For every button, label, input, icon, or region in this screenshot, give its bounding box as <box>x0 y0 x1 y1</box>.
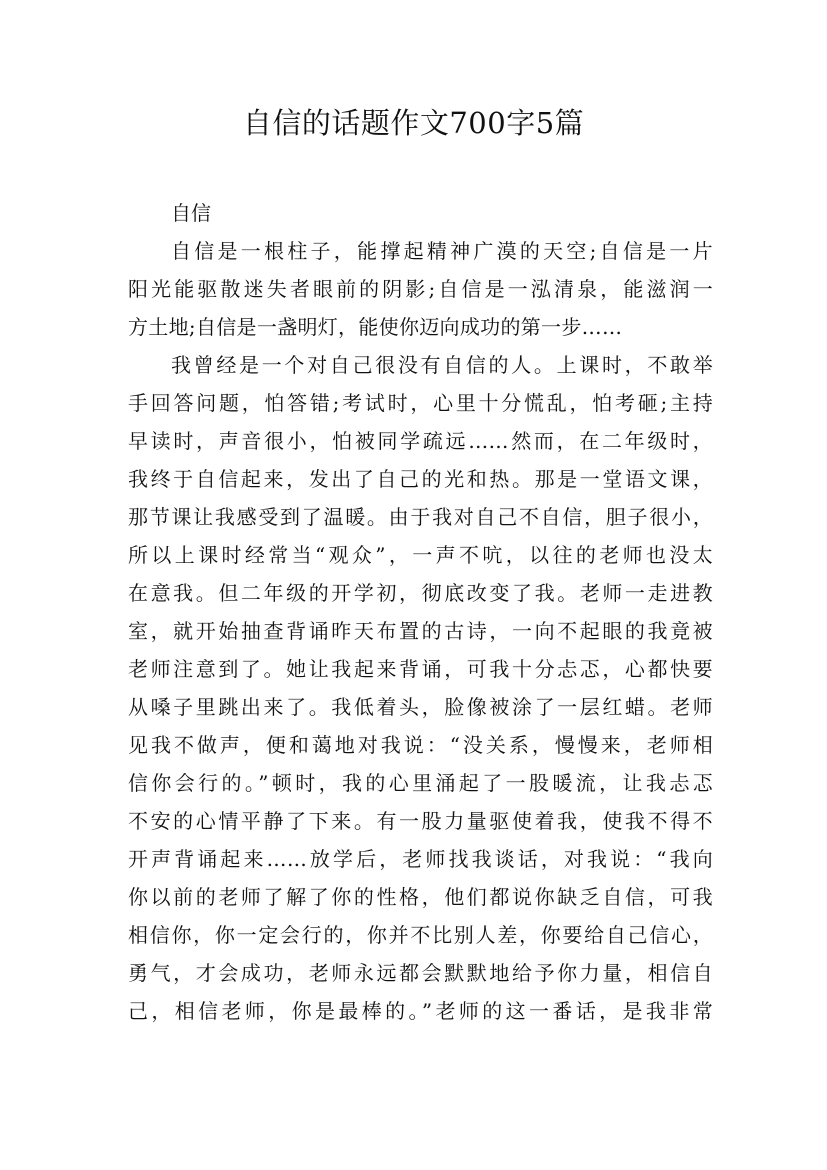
text-line: 见我不做声，便和蔼地对我说：“没关系，慢慢来，老师相 <box>128 733 713 757</box>
document-title: 自信的话题作文700字5篇 <box>242 106 585 140</box>
text-line: 勇气，才会成功，老师永远都会默默地给予你力量，相信自 <box>128 961 713 985</box>
text-line: 信你会行的。”顿时，我的心里涌起了一股暖流，让我忐忑 <box>128 771 713 795</box>
text-line: 方土地;自信是一盏明灯，能使你迈向成功的第一步…… <box>128 315 623 339</box>
text-line: 在意我。但二年级的开学初，彻底改变了我。老师一走进教 <box>128 581 713 605</box>
document-body <box>128 194 713 1030</box>
text-line: 老师注意到了。她让我起来背诵，可我十分忐忑，心都快要 <box>128 657 713 681</box>
text-line: 手回答问题，怕答错;考试时，心里十分慌乱，怕考砸;主持 <box>128 391 713 415</box>
text-line: 我终于自信起来，发出了自己的光和热。那是一堂语文课， <box>128 467 713 491</box>
text-line: 你以前的老师了解了你的性格，他们都说你缺乏自信，可我 <box>128 885 713 909</box>
text-line: 那节课让我感受到了温暖。由于我对自己不自信，胆子很小， <box>128 505 713 529</box>
section-heading: 自信 <box>171 201 211 225</box>
text-line: 自信是一根柱子，能撑起精神广漠的天空;自信是一片 <box>171 239 713 263</box>
text-line: 阳光能驱散迷失者眼前的阴影;自信是一泓清泉，能滋润一 <box>128 277 713 301</box>
text-line: 室，就开始抽查背诵昨天布置的古诗，一向不起眼的我竟被 <box>128 619 713 643</box>
text-line: 从嗓子里跳出来了。我低着头，脸像被涂了一层红蜡。老师 <box>128 695 713 719</box>
paragraph-intro <box>128 232 713 346</box>
text-line: 不安的心情平静了下来。有一股力量驱使着我，使我不得不 <box>128 809 713 833</box>
text-line: 己，相信老师，你是最棒的。”老师的这一番话，是我非常 <box>128 999 713 1023</box>
text-line: 我曾经是一个对自己很没有自信的人。上课时，不敢举 <box>171 353 713 377</box>
text-line: 所以上课时经常当“观众”，一声不吭，以往的老师也没太 <box>128 543 713 567</box>
text-line: 开声背诵起来……放学后，老师找我谈话，对我说：“我向 <box>128 847 713 871</box>
text-line: 相信你，你一定会行的，你并不比别人差，你要给自己信心， <box>128 923 713 947</box>
text-line: 早读时，声音很小，怕被同学疏远……然而，在二年级时， <box>128 429 713 453</box>
paragraph-story <box>128 346 713 1030</box>
